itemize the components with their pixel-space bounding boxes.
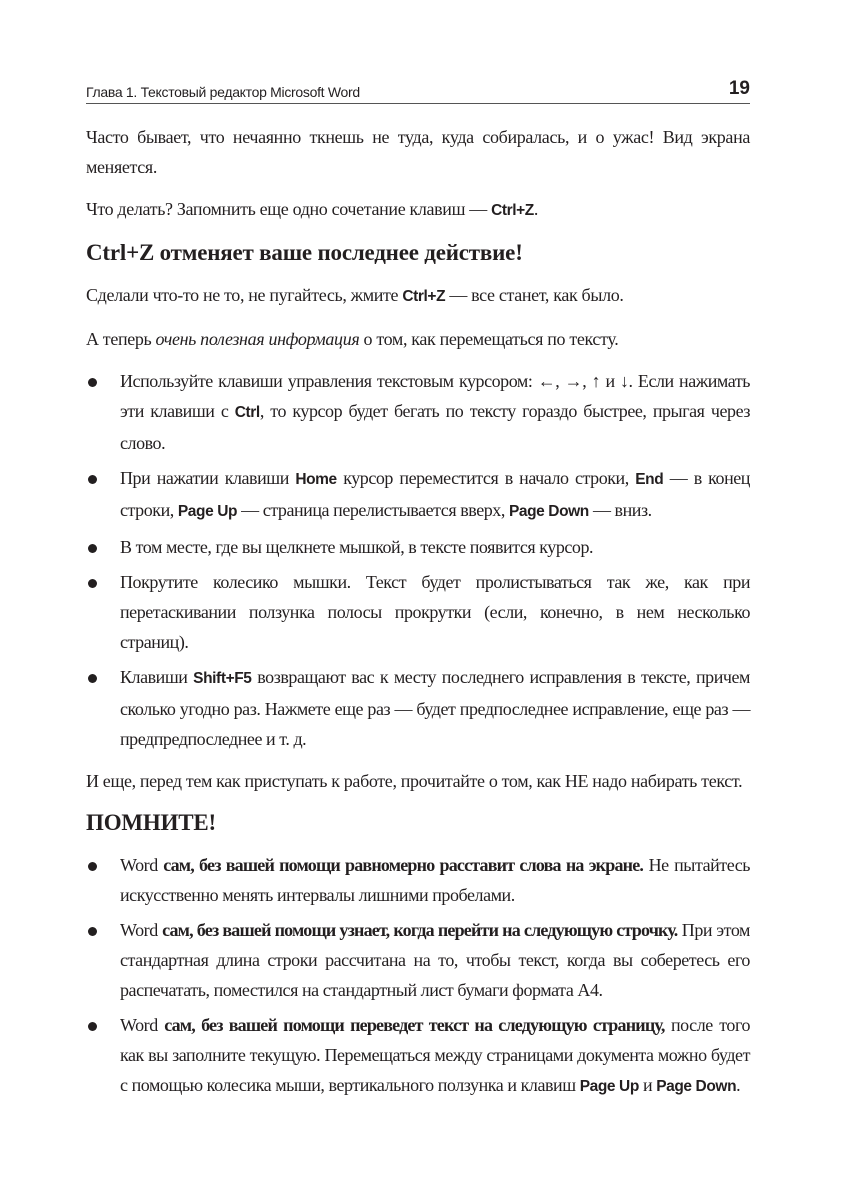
paragraph xyxy=(86,280,750,312)
page-number: 19 xyxy=(728,78,750,99)
paragraph xyxy=(86,324,750,354)
bullet-icon xyxy=(88,475,97,484)
key: Home xyxy=(295,471,337,488)
list-item xyxy=(86,366,750,458)
strong-text: сам, без вашей помощи переведет текст на следующую страницу, xyxy=(164,1015,665,1035)
remember-list xyxy=(86,850,750,1102)
strong-text: сам, без вашей помощи равномерно расставит слова на экране. xyxy=(163,855,644,875)
text: Word xyxy=(120,1015,165,1035)
list-item xyxy=(86,662,750,754)
key-combo: Ctrl+Z xyxy=(402,288,446,305)
navigation-tips-list xyxy=(86,366,750,754)
text: Покрутите колесико мышки. Текст будет пролистываться так же, как при перетаскивании ползунка полосы прокрутки (если, конечно, в нем несколько страниц). xyxy=(120,572,750,652)
text: При нажатии клавиши xyxy=(120,468,296,488)
text: А теперь xyxy=(86,329,156,349)
bullet-icon xyxy=(88,544,97,553)
list-item xyxy=(86,1010,750,1102)
text: Что делать? Запомнить еще одно сочетание клавиш — xyxy=(86,199,492,219)
paragraph: И еще, перед тем как приступать к работе, прочитайте о том, как НЕ надо набирать текст. xyxy=(86,771,743,791)
key: End xyxy=(635,471,664,488)
text: Сделали что-то не то, не пугайтесь, жмите xyxy=(86,285,403,305)
paragraph xyxy=(86,194,750,226)
book-page xyxy=(86,78,750,1114)
list-item xyxy=(86,463,750,527)
section-heading: Ctrl+Z отменяет ваше последнее действие! xyxy=(86,240,523,265)
bullet-icon xyxy=(88,862,97,871)
text: Клавиши xyxy=(120,667,194,687)
text: При этом стандартная длина строки рассчитана на то, чтобы текст, когда вы соберетесь его распечатать, поместился на стандартный лист бумаги формата А4. xyxy=(120,920,750,1000)
bullet-icon xyxy=(88,927,97,936)
list-item xyxy=(86,532,750,562)
chapter-title: Глава 1. Текстовый редактор Microsoft Word xyxy=(86,84,360,100)
text: после того как вы заполните текущую. Перемещаться между страницами документа можно будет с помощью колесика мыши, вертикального ползунка и клавиш xyxy=(120,1015,751,1095)
key: Page Down xyxy=(656,1078,737,1095)
bullet-icon xyxy=(88,579,97,588)
text: — вниз. xyxy=(588,500,652,520)
paragraph: Часто бывает, что нечаянно ткнешь не туда, куда собиралась, и о ужас! Вид экрана меняется. xyxy=(86,127,750,177)
text: возвращают вас к месту последнего исправления в тексте, причем сколько угодно раз. Нажмете еще раз — будет предпоследнее исправление, еще раз — предпредпоследнее и т. д. xyxy=(120,667,750,749)
text: Word xyxy=(120,855,164,875)
bullet-icon xyxy=(88,1022,97,1031)
text: Не пытайтесь искусственно менять интервалы лишними пробелами. xyxy=(120,855,751,905)
text: . xyxy=(533,199,539,219)
text: — страница перелистывается вверх, xyxy=(237,500,509,520)
text: , то курсор будет бегать по тексту гораздо быстрее, прыгая через слово. xyxy=(120,401,750,453)
running-header xyxy=(86,78,750,104)
strong-text: сам, без вашей помощи узнает, когда перейти на следующую строчку. xyxy=(162,920,678,940)
bullet-icon xyxy=(88,378,97,387)
text: Word xyxy=(120,920,163,940)
list-item xyxy=(86,915,750,1005)
text: Используйте клавиши управления текстовым курсором: ←, →, ↑ и ↓. Если нажимать эти клавиши с xyxy=(120,371,750,421)
key: Page Down xyxy=(508,503,589,520)
section-heading: ПОМНИТЕ! xyxy=(86,810,217,835)
key: Shift+F5 xyxy=(193,670,252,687)
bullet-icon xyxy=(88,674,97,683)
text: о том, как перемещаться по тексту. xyxy=(359,329,619,349)
text: — в конец строки, xyxy=(120,468,750,520)
list-item xyxy=(86,567,750,657)
text: и xyxy=(638,1075,657,1095)
emphasis: очень полезная информация xyxy=(155,329,360,349)
text: В том месте, где вы щелкнете мышкой, в тексте появится курсор. xyxy=(120,537,594,557)
key: Page Up xyxy=(177,503,238,520)
text: — все станет, как было. xyxy=(445,285,624,305)
key: Page Up xyxy=(579,1078,639,1095)
list-item xyxy=(86,850,750,910)
key: Ctrl xyxy=(234,404,260,421)
text: курсор переместится в начало строки, xyxy=(336,468,636,488)
key-combo: Ctrl+Z xyxy=(491,202,534,219)
text: . xyxy=(736,1075,741,1095)
